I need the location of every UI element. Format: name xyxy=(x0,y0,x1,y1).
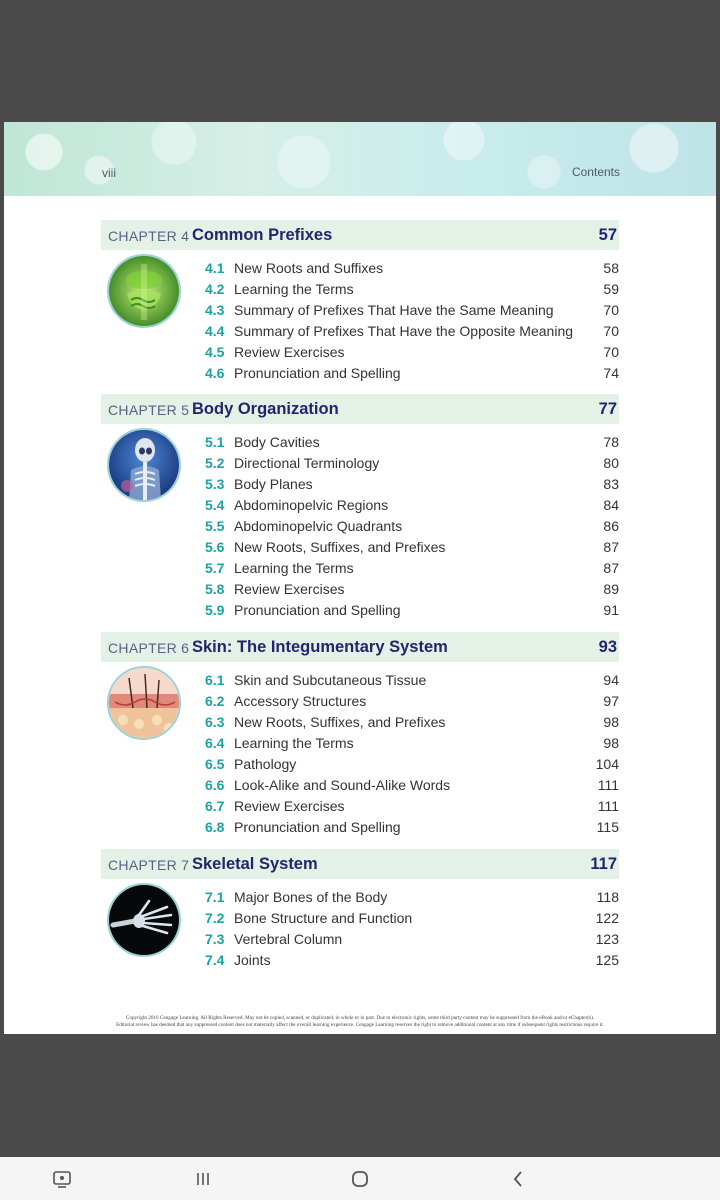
section-title: Review Exercises xyxy=(234,344,345,360)
section-title: Learning the Terms xyxy=(234,735,354,751)
screenshot-icon xyxy=(52,1170,72,1188)
list-item[interactable] xyxy=(101,343,619,364)
chapter-title[interactable]: Common Prefixes xyxy=(192,226,333,244)
section-number: 4.2 xyxy=(205,281,225,297)
chapter-title[interactable]: Skin: The Integumentary System xyxy=(192,638,448,656)
list-item[interactable] xyxy=(101,930,619,951)
section-page: 125 xyxy=(595,952,619,968)
list-item[interactable] xyxy=(101,301,619,322)
copyright-line: Editorial review has deemed that any suppressed content does not materially affect the overall learning experience. Cengage Learning reserves the right to remove additional content at any time if subsequent rights restrictions require it. xyxy=(116,1022,604,1029)
section-page: 115 xyxy=(596,819,619,835)
chapter-title[interactable]: Skeletal System xyxy=(192,855,318,873)
chapter-7 xyxy=(101,849,619,968)
section-number: 5.3 xyxy=(205,476,225,492)
section-number: 6.6 xyxy=(205,777,225,793)
home-button[interactable] xyxy=(340,1165,380,1193)
chapter-header[interactable] xyxy=(101,632,619,662)
section-number: 5.2 xyxy=(205,455,225,471)
section-title: Bone Structure and Function xyxy=(234,910,413,926)
section-title: Pathology xyxy=(234,756,297,772)
section-title: Pronunciation and Spelling xyxy=(234,819,401,835)
section-page: 70 xyxy=(603,302,619,318)
section-title: Accessory Structures xyxy=(234,693,367,709)
screenshot-button[interactable] xyxy=(42,1165,82,1193)
section-title: Review Exercises xyxy=(234,798,345,814)
section-number: 7.4 xyxy=(205,952,225,968)
list-item[interactable] xyxy=(101,322,619,343)
chapter-header[interactable] xyxy=(101,849,619,879)
copyright-notice xyxy=(4,1015,716,1029)
chapter-label: CHAPTER 4 xyxy=(108,228,190,244)
section-number: 5.6 xyxy=(205,539,225,555)
section-title: Pronunciation and Spelling xyxy=(234,602,401,618)
section-page: 98 xyxy=(603,714,619,730)
list-item[interactable] xyxy=(101,755,619,776)
section-title: Abdominopelvic Quadrants xyxy=(234,518,403,534)
section-page: 94 xyxy=(603,672,619,688)
list-item[interactable] xyxy=(101,559,619,580)
list-item[interactable] xyxy=(101,601,619,622)
section-page: 97 xyxy=(603,693,619,709)
chapter-4 xyxy=(101,220,619,381)
section-number: 5.9 xyxy=(205,602,225,618)
chapter-title[interactable]: Body Organization xyxy=(192,400,339,418)
list-item[interactable] xyxy=(101,475,619,496)
chapter-header[interactable] xyxy=(101,220,619,250)
section-page: 74 xyxy=(603,365,619,381)
section-title: New Roots and Suffixes xyxy=(234,260,384,276)
section-page: 70 xyxy=(603,344,619,360)
section-number: 6.3 xyxy=(205,714,225,730)
section-title: Look-Alike and Sound-Alike Words xyxy=(234,777,451,793)
section-page: 80 xyxy=(603,455,619,471)
section-title: New Roots, Suffixes, and Prefixes xyxy=(234,539,446,555)
section-page: 87 xyxy=(603,539,619,555)
section-number: 4.1 xyxy=(205,260,225,276)
section-page: 118 xyxy=(596,889,619,905)
section-number: 6.5 xyxy=(205,756,225,772)
section-name: Contents xyxy=(571,165,620,179)
section-title: Summary of Prefixes That Have the Same Meaning xyxy=(234,302,554,318)
section-page: 123 xyxy=(595,931,619,947)
list-item[interactable] xyxy=(101,797,619,818)
section-number: 5.1 xyxy=(205,434,225,450)
list-item[interactable] xyxy=(101,776,619,797)
section-list xyxy=(101,259,619,385)
list-item[interactable] xyxy=(101,951,619,972)
section-number: 5.5 xyxy=(205,518,225,534)
list-item[interactable] xyxy=(101,280,619,301)
list-item[interactable] xyxy=(101,433,619,454)
section-number: 5.8 xyxy=(205,581,225,597)
section-title: New Roots, Suffixes, and Prefixes xyxy=(234,714,446,730)
page-number: viii xyxy=(102,166,116,180)
system-navigation-bar xyxy=(0,1157,720,1200)
list-item[interactable] xyxy=(101,818,619,839)
chapter-page: 57 xyxy=(598,226,617,244)
section-title: Summary of Prefixes That Have the Opposite Meaning xyxy=(234,323,574,339)
list-item[interactable] xyxy=(101,538,619,559)
section-title: Body Cavities xyxy=(234,434,320,450)
list-item[interactable] xyxy=(101,580,619,601)
section-title: Directional Terminology xyxy=(234,455,380,471)
chapter-page: 117 xyxy=(590,855,617,873)
chapter-page: 77 xyxy=(598,400,617,418)
section-page: 86 xyxy=(603,518,619,534)
section-number: 6.8 xyxy=(205,819,225,835)
section-number: 7.1 xyxy=(205,889,225,905)
section-title: Body Planes xyxy=(234,476,313,492)
page-banner xyxy=(4,122,716,196)
section-title: Abdominopelvic Regions xyxy=(234,497,389,513)
list-item[interactable] xyxy=(101,713,619,734)
list-item[interactable] xyxy=(101,692,619,713)
book-page xyxy=(4,122,716,1034)
section-page: 70 xyxy=(603,323,619,339)
section-page: 89 xyxy=(603,581,619,597)
section-number: 5.4 xyxy=(205,497,225,513)
recent-apps-button[interactable] xyxy=(183,1165,223,1193)
section-page: 104 xyxy=(595,756,619,772)
list-item[interactable] xyxy=(101,496,619,517)
list-item[interactable] xyxy=(101,888,619,909)
section-number: 7.3 xyxy=(205,931,225,947)
section-title: Vertebral Column xyxy=(234,931,343,947)
recent-apps-icon xyxy=(194,1171,212,1187)
section-page: 58 xyxy=(603,260,619,276)
section-page: 98 xyxy=(603,735,619,751)
chapter-label: CHAPTER 7 xyxy=(108,857,190,873)
section-page: 122 xyxy=(595,910,619,926)
section-page: 78 xyxy=(603,434,619,450)
section-number: 6.4 xyxy=(205,735,225,751)
section-title: Review Exercises xyxy=(234,581,345,597)
section-title: Skin and Subcutaneous Tissue xyxy=(234,672,427,688)
section-number: 6.2 xyxy=(205,693,225,709)
section-page: 83 xyxy=(603,476,619,492)
list-item[interactable] xyxy=(101,454,619,475)
list-item[interactable] xyxy=(101,734,619,755)
section-number: 5.7 xyxy=(205,560,225,576)
chapter-label: CHAPTER 5 xyxy=(108,402,190,418)
copyright-line: Copyright 2016 Cengage Learning. All Rights Reserved. May not be copied, scanned, or duplicated, in whole or in part. Due to electronic rights, some third party content may be suppressed from the eBook and/or eChapter(s). xyxy=(125,1015,595,1021)
list-item[interactable] xyxy=(101,671,619,692)
section-title: Pronunciation and Spelling xyxy=(234,365,401,381)
chapter-6 xyxy=(101,632,619,835)
list-item[interactable] xyxy=(101,364,619,385)
section-list xyxy=(101,433,619,622)
list-item[interactable] xyxy=(101,909,619,930)
section-page: 84 xyxy=(603,497,619,513)
chapter-5 xyxy=(101,394,619,618)
back-button[interactable] xyxy=(498,1165,538,1193)
section-list xyxy=(101,671,619,839)
chapter-page: 93 xyxy=(598,638,617,656)
section-number: 4.4 xyxy=(205,323,225,339)
section-title: Learning the Terms xyxy=(234,281,354,297)
list-item[interactable] xyxy=(101,517,619,538)
section-page: 59 xyxy=(603,281,619,297)
section-number: 4.5 xyxy=(205,344,225,360)
section-page: 87 xyxy=(603,560,619,576)
section-number: 6.1 xyxy=(205,672,225,688)
section-page: 111 xyxy=(597,798,619,814)
section-number: 7.2 xyxy=(205,910,225,926)
section-title: Joints xyxy=(234,952,271,968)
section-number: 4.3 xyxy=(205,302,225,318)
section-page: 91 xyxy=(603,602,619,618)
list-item[interactable] xyxy=(101,259,619,280)
back-icon xyxy=(511,1170,525,1188)
section-number: 4.6 xyxy=(205,365,225,381)
chapter-label: CHAPTER 6 xyxy=(108,640,190,656)
section-title: Learning the Terms xyxy=(234,560,354,576)
section-title: Major Bones of the Body xyxy=(234,889,388,905)
section-number: 6.7 xyxy=(205,798,225,814)
section-page: 111 xyxy=(597,777,619,793)
chapter-header[interactable] xyxy=(101,394,619,424)
section-list xyxy=(101,888,619,972)
home-icon xyxy=(351,1170,369,1188)
